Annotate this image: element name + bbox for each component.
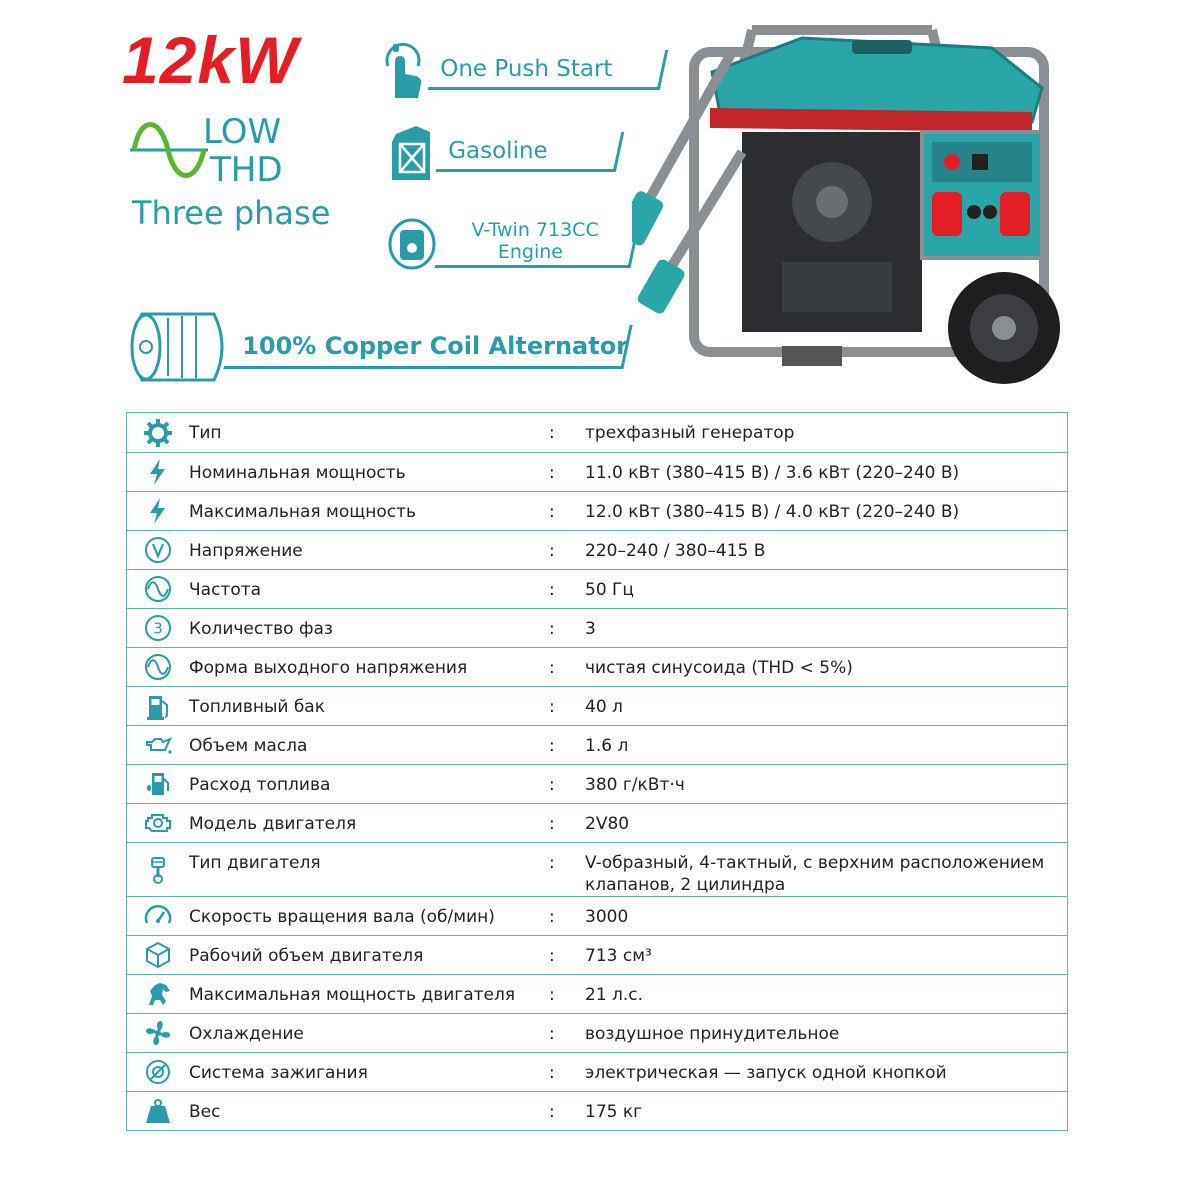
feature-gasoline-box bbox=[436, 132, 625, 172]
fuel-consumption-icon bbox=[143, 769, 173, 799]
feature-push-start-label: One Push Start bbox=[440, 55, 613, 82]
spec-icon-cell bbox=[127, 975, 189, 1013]
spec-value: 50 Гц bbox=[585, 580, 634, 600]
spec-icon-cell bbox=[127, 1092, 189, 1130]
spec-icon-cell bbox=[127, 1053, 189, 1091]
spec-value: трехфазный генератор bbox=[585, 423, 795, 443]
spec-value: 11.0 кВт (380–415 В) / 3.6 кВт (220–240 В) bbox=[585, 463, 960, 483]
spec-label: Скорость вращения вала (об/мин) bbox=[189, 907, 495, 927]
spec-icon-cell bbox=[127, 765, 189, 803]
cube-icon bbox=[143, 940, 173, 970]
spec-colon: : bbox=[549, 502, 555, 522]
alternator-box bbox=[223, 325, 632, 369]
feature-engine bbox=[386, 212, 636, 272]
spec-row bbox=[127, 974, 1067, 1013]
spec-row bbox=[127, 647, 1067, 686]
spec-row bbox=[127, 896, 1067, 935]
spec-value: 220–240 / 380–415 В bbox=[585, 541, 766, 561]
feature-engine-label-line2: Engine bbox=[497, 240, 564, 263]
spec-value: 3000 bbox=[585, 907, 629, 927]
spec-row bbox=[127, 569, 1067, 608]
spec-icon-cell bbox=[127, 936, 189, 974]
spec-colon: : bbox=[549, 907, 555, 927]
spec-row bbox=[127, 491, 1067, 530]
spec-label: Тип bbox=[189, 423, 222, 443]
spec-label: Расход топлива bbox=[189, 775, 331, 795]
spec-label: Количество фаз bbox=[189, 619, 333, 639]
lightning-icon bbox=[143, 496, 173, 526]
spec-value: 2V80 bbox=[585, 814, 630, 834]
engine-icon bbox=[143, 808, 173, 838]
spec-icon-cell bbox=[127, 609, 189, 647]
spec-row bbox=[127, 803, 1067, 842]
lightning-icon bbox=[143, 457, 173, 487]
spec-label: Форма выходного напряжения bbox=[189, 658, 468, 678]
spec-label: Объем масла bbox=[189, 736, 308, 756]
spec-icon-cell bbox=[127, 492, 189, 530]
fuel-pump-icon bbox=[143, 691, 173, 721]
spec-colon: : bbox=[549, 814, 555, 834]
spec-colon: : bbox=[549, 736, 555, 756]
push-button-icon bbox=[378, 40, 430, 100]
spec-colon: : bbox=[549, 619, 555, 639]
spec-label: Максимальная мощность двигателя bbox=[189, 985, 516, 1005]
sine-wave-icon bbox=[143, 574, 173, 604]
horse-icon bbox=[143, 979, 173, 1009]
spec-icon-cell bbox=[127, 843, 189, 896]
phase-count-icon bbox=[143, 613, 173, 643]
spec-row bbox=[127, 452, 1067, 491]
spec-value: 3 bbox=[585, 619, 596, 639]
spec-value: V-образный, 4-тактный, с верхним расположением клапанов, 2 цилиндра bbox=[585, 853, 1045, 895]
spec-row bbox=[127, 608, 1067, 647]
spec-label: Максимальная мощность bbox=[189, 502, 417, 522]
oil-can-icon bbox=[143, 730, 173, 760]
feature-engine-label-line1: V-Twin 713CC bbox=[471, 218, 599, 241]
spec-row bbox=[127, 530, 1067, 569]
spec-label: Модель двигателя bbox=[189, 814, 357, 834]
feature-gasoline bbox=[386, 122, 620, 182]
generator-image bbox=[632, 12, 1080, 392]
spec-value: 40 л bbox=[585, 697, 623, 717]
spec-table bbox=[126, 412, 1068, 1131]
spec-colon: : bbox=[549, 1063, 555, 1083]
spec-colon: : bbox=[549, 580, 555, 600]
spec-value: 380 г/кВт·ч bbox=[585, 775, 685, 795]
fan-icon bbox=[143, 1018, 173, 1048]
alternator-label: 100% Copper Coil Alternator bbox=[242, 331, 629, 360]
jerrycan-icon bbox=[386, 122, 438, 182]
spec-value: 713 см³ bbox=[585, 946, 652, 966]
spec-colon: : bbox=[549, 658, 555, 678]
speedometer-icon bbox=[143, 901, 173, 931]
voltage-icon bbox=[143, 535, 173, 565]
gear-icon bbox=[143, 418, 173, 448]
spec-label: Напряжение bbox=[189, 541, 303, 561]
spec-row bbox=[127, 413, 1067, 452]
spec-value: 175 кг bbox=[585, 1102, 643, 1122]
spec-icon-cell bbox=[127, 726, 189, 764]
feature-push-start bbox=[378, 40, 664, 100]
spec-icon-cell bbox=[127, 453, 189, 491]
spec-label: Частота bbox=[189, 580, 262, 600]
alternator-banner bbox=[122, 306, 628, 388]
ignition-icon bbox=[143, 1057, 173, 1087]
spec-label: Тип двигателя bbox=[189, 853, 321, 873]
spec-colon: : bbox=[549, 775, 555, 795]
spec-value: чистая синусоида (THD < 5%) bbox=[585, 658, 853, 678]
spec-colon: : bbox=[549, 541, 555, 561]
spec-icon-cell bbox=[127, 531, 189, 569]
spec-label: Система зажигания bbox=[189, 1063, 368, 1083]
spec-row bbox=[127, 1052, 1067, 1091]
spec-row bbox=[127, 1013, 1067, 1052]
sine-wave-icon bbox=[143, 652, 173, 682]
thd-low-label: LOW bbox=[203, 112, 282, 152]
spec-icon-cell bbox=[127, 648, 189, 686]
spec-icon-cell bbox=[127, 897, 189, 935]
spec-label: Вес bbox=[189, 1102, 221, 1122]
engine-icon bbox=[386, 212, 438, 272]
spec-value: 21 л.с. bbox=[585, 985, 644, 1005]
weight-icon bbox=[143, 1096, 173, 1126]
spec-colon: : bbox=[549, 463, 555, 483]
spec-row bbox=[127, 935, 1067, 974]
svg-text:3: 3 bbox=[153, 619, 163, 638]
spec-icon-cell bbox=[127, 413, 189, 452]
spec-colon: : bbox=[549, 946, 555, 966]
spec-row bbox=[127, 764, 1067, 803]
spec-value: электрическая — запуск одной кнопкой bbox=[585, 1063, 947, 1083]
spec-colon: : bbox=[549, 697, 555, 717]
spec-icon-cell bbox=[127, 687, 189, 725]
spec-label: Рабочий объем двигателя bbox=[189, 946, 424, 966]
spec-label: Номинальная мощность bbox=[189, 463, 406, 483]
spec-icon-cell bbox=[127, 1014, 189, 1052]
sine-wave-icon bbox=[130, 112, 210, 192]
spec-row bbox=[127, 686, 1067, 725]
spec-colon: : bbox=[549, 1102, 555, 1122]
spec-colon: : bbox=[549, 423, 555, 443]
spec-value: воздушное принудительное bbox=[585, 1024, 840, 1044]
spec-value: 1.6 л bbox=[585, 736, 629, 756]
spec-icon-cell bbox=[127, 804, 189, 842]
spec-label: Топливный бак bbox=[189, 697, 325, 717]
spec-value: 12.0 кВт (380–415 В) / 4.0 кВт (220–240 В) bbox=[585, 502, 960, 522]
three-phase-label: Three phase bbox=[132, 194, 331, 232]
spec-icon-cell bbox=[127, 570, 189, 608]
spec-colon: : bbox=[549, 1024, 555, 1044]
feature-gasoline-label: Gasoline bbox=[448, 137, 548, 164]
piston-icon bbox=[143, 855, 173, 885]
alternator-icon bbox=[122, 306, 234, 388]
thd-label: THD bbox=[210, 150, 283, 190]
spec-row bbox=[127, 1091, 1067, 1130]
spec-colon: : bbox=[549, 853, 555, 873]
spec-colon: : bbox=[549, 985, 555, 1005]
spec-row bbox=[127, 725, 1067, 764]
feature-engine-box bbox=[434, 216, 641, 268]
spec-row bbox=[127, 842, 1067, 896]
spec-label: Охлаждение bbox=[189, 1024, 304, 1044]
power-rating: 12kW bbox=[122, 23, 299, 97]
